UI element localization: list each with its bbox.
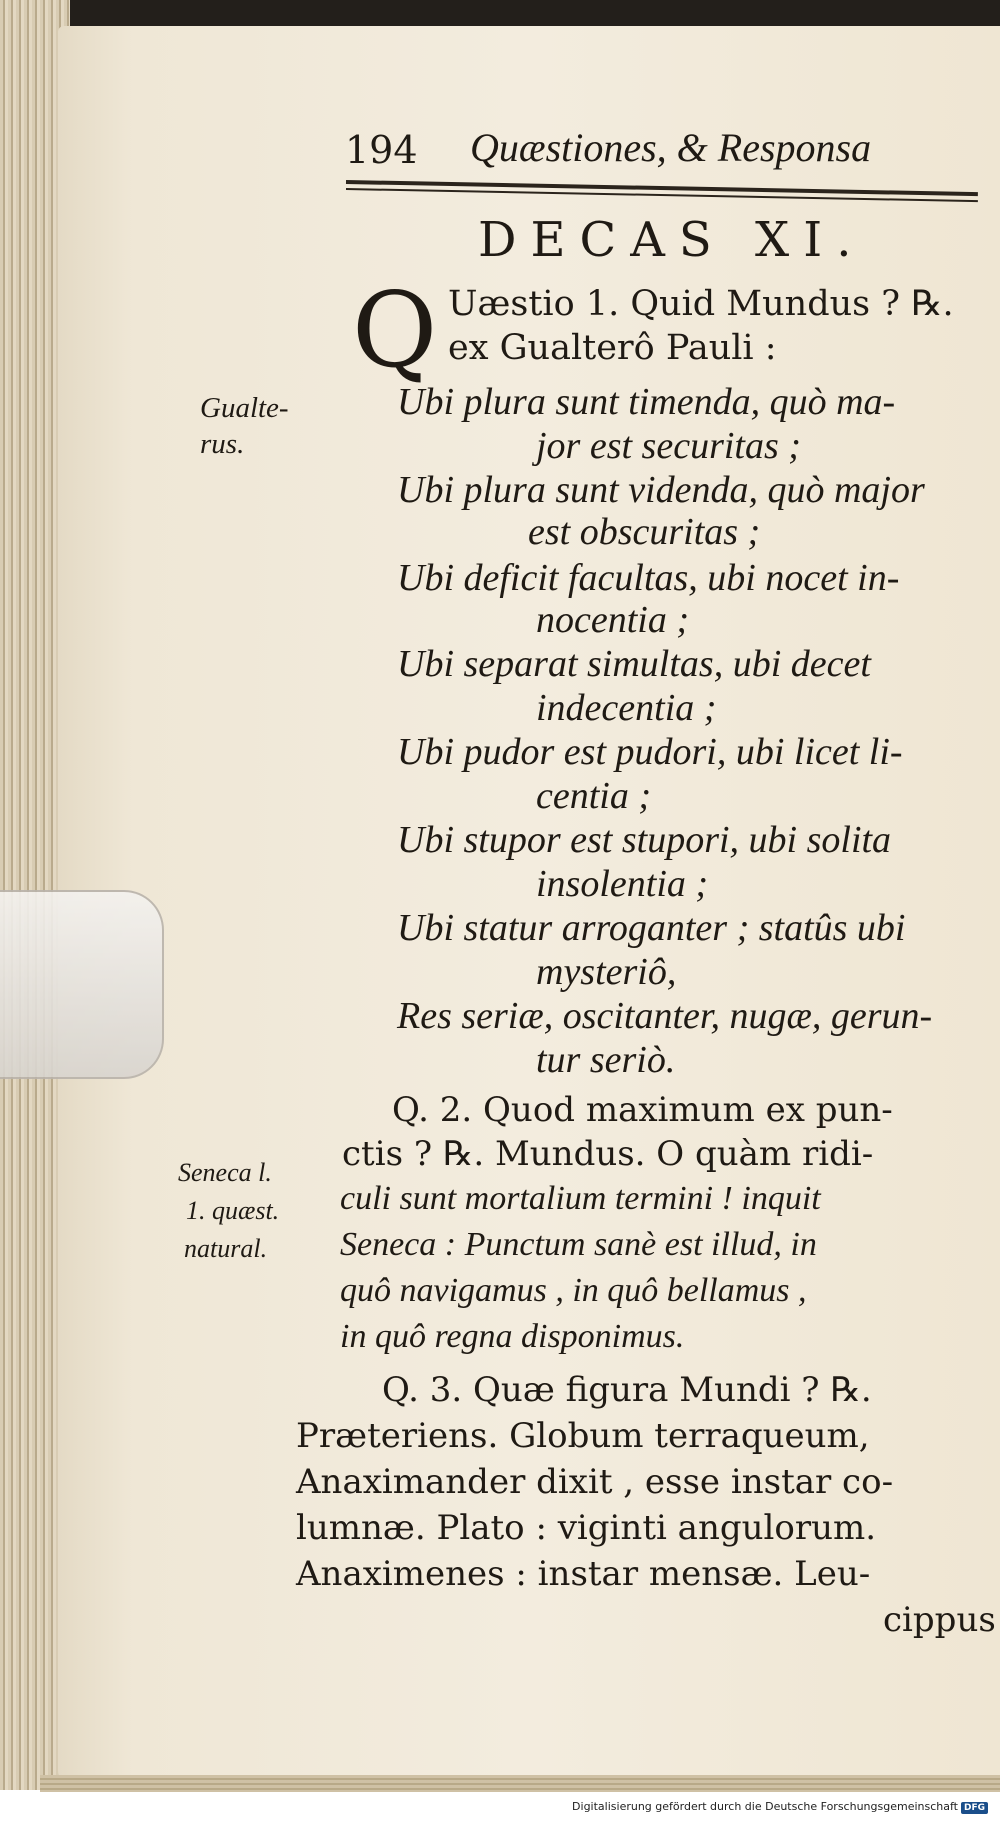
question-3-line: lumnæ. Plato : viginti angulorum.	[296, 1508, 877, 1548]
verse-line: nocentia ;	[536, 599, 690, 641]
verse-line: Ubi statur arroganter ; statûs ubi	[397, 907, 906, 949]
question-3-line: Anaximenes : instar mensæ. Leu-	[296, 1554, 871, 1594]
question-2-line: Seneca : Punctum sanè est illud, in	[340, 1226, 817, 1263]
margin-note-gualterus-1: Gualte-	[200, 392, 289, 424]
verse-line: mysteriô,	[536, 951, 677, 993]
page-number: 194	[345, 128, 418, 172]
verse-line: Ubi stupor est stupori, ubi solita	[397, 819, 892, 861]
verse-line: indecentia ;	[536, 687, 717, 729]
dfg-logo: DFG	[961, 1802, 988, 1814]
verse-line: tur seriò.	[536, 1039, 676, 1081]
question-2-line: quô navigamus , in quô bellamus ,	[340, 1272, 807, 1309]
drop-cap: Q	[352, 269, 438, 391]
verse-line: jor est securitas ;	[536, 425, 801, 467]
margin-note-seneca-3: natural.	[184, 1234, 268, 1263]
section-title: DECAS XI.	[478, 212, 866, 268]
verse-line: Ubi separat simultas, ubi decet	[397, 643, 871, 685]
page-holder-clip	[0, 890, 164, 1079]
digitization-footer	[0, 1792, 1000, 1822]
running-title: Quæstiones, & Responsa	[470, 125, 872, 170]
question-2-line: culi sunt mortalium termini ! inquit	[340, 1180, 821, 1217]
verse-line: centia ;	[536, 775, 652, 817]
question-3-line: Præteriens. Globum terraqueum,	[296, 1416, 870, 1456]
verse-line: est obscuritas ;	[528, 511, 761, 553]
verse-line: Ubi plura sunt videnda, quò major	[397, 469, 925, 511]
verse-line: Ubi deficit facultas, ubi nocet in-	[397, 557, 900, 599]
question-2-line: ctis ? ℞. Mundus. O quàm ridi-	[342, 1134, 874, 1174]
question-2-line: in quô regna disponimus.	[340, 1318, 685, 1355]
footer-credit	[572, 1800, 988, 1814]
question-3-line: Q. 3. Quæ figura Mundi ? ℞.	[382, 1370, 872, 1410]
margin-note-gualterus-2: rus.	[200, 428, 245, 460]
verse-line: Res seriæ, oscitanter, nugæ, gerun-	[397, 995, 933, 1037]
book-bottom-edges	[40, 1775, 1000, 1793]
footer-credit-text: Digitalisierung gefördert durch die Deutsche Forschungsgemeinschaft	[572, 1800, 958, 1813]
question-1-line-2: ex Gualterô Pauli :	[448, 328, 777, 368]
question-1-line-1: Uæstio 1. Quid Mundus ? ℞.	[448, 284, 954, 324]
verse-line: Ubi pudor est pudori, ubi licet li-	[397, 731, 903, 773]
margin-note-seneca-1: Seneca l.	[178, 1158, 272, 1187]
question-3-line: Anaximander dixit , esse instar co-	[296, 1462, 894, 1502]
question-2-line: Q. 2. Quod maximum ex pun-	[392, 1090, 893, 1130]
catchword: cippus	[883, 1600, 996, 1640]
verse-line: insolentia ;	[536, 863, 709, 905]
verse-line: Ubi plura sunt timenda, quò ma-	[397, 381, 896, 423]
margin-note-seneca-2: 1. quæst.	[186, 1196, 280, 1225]
